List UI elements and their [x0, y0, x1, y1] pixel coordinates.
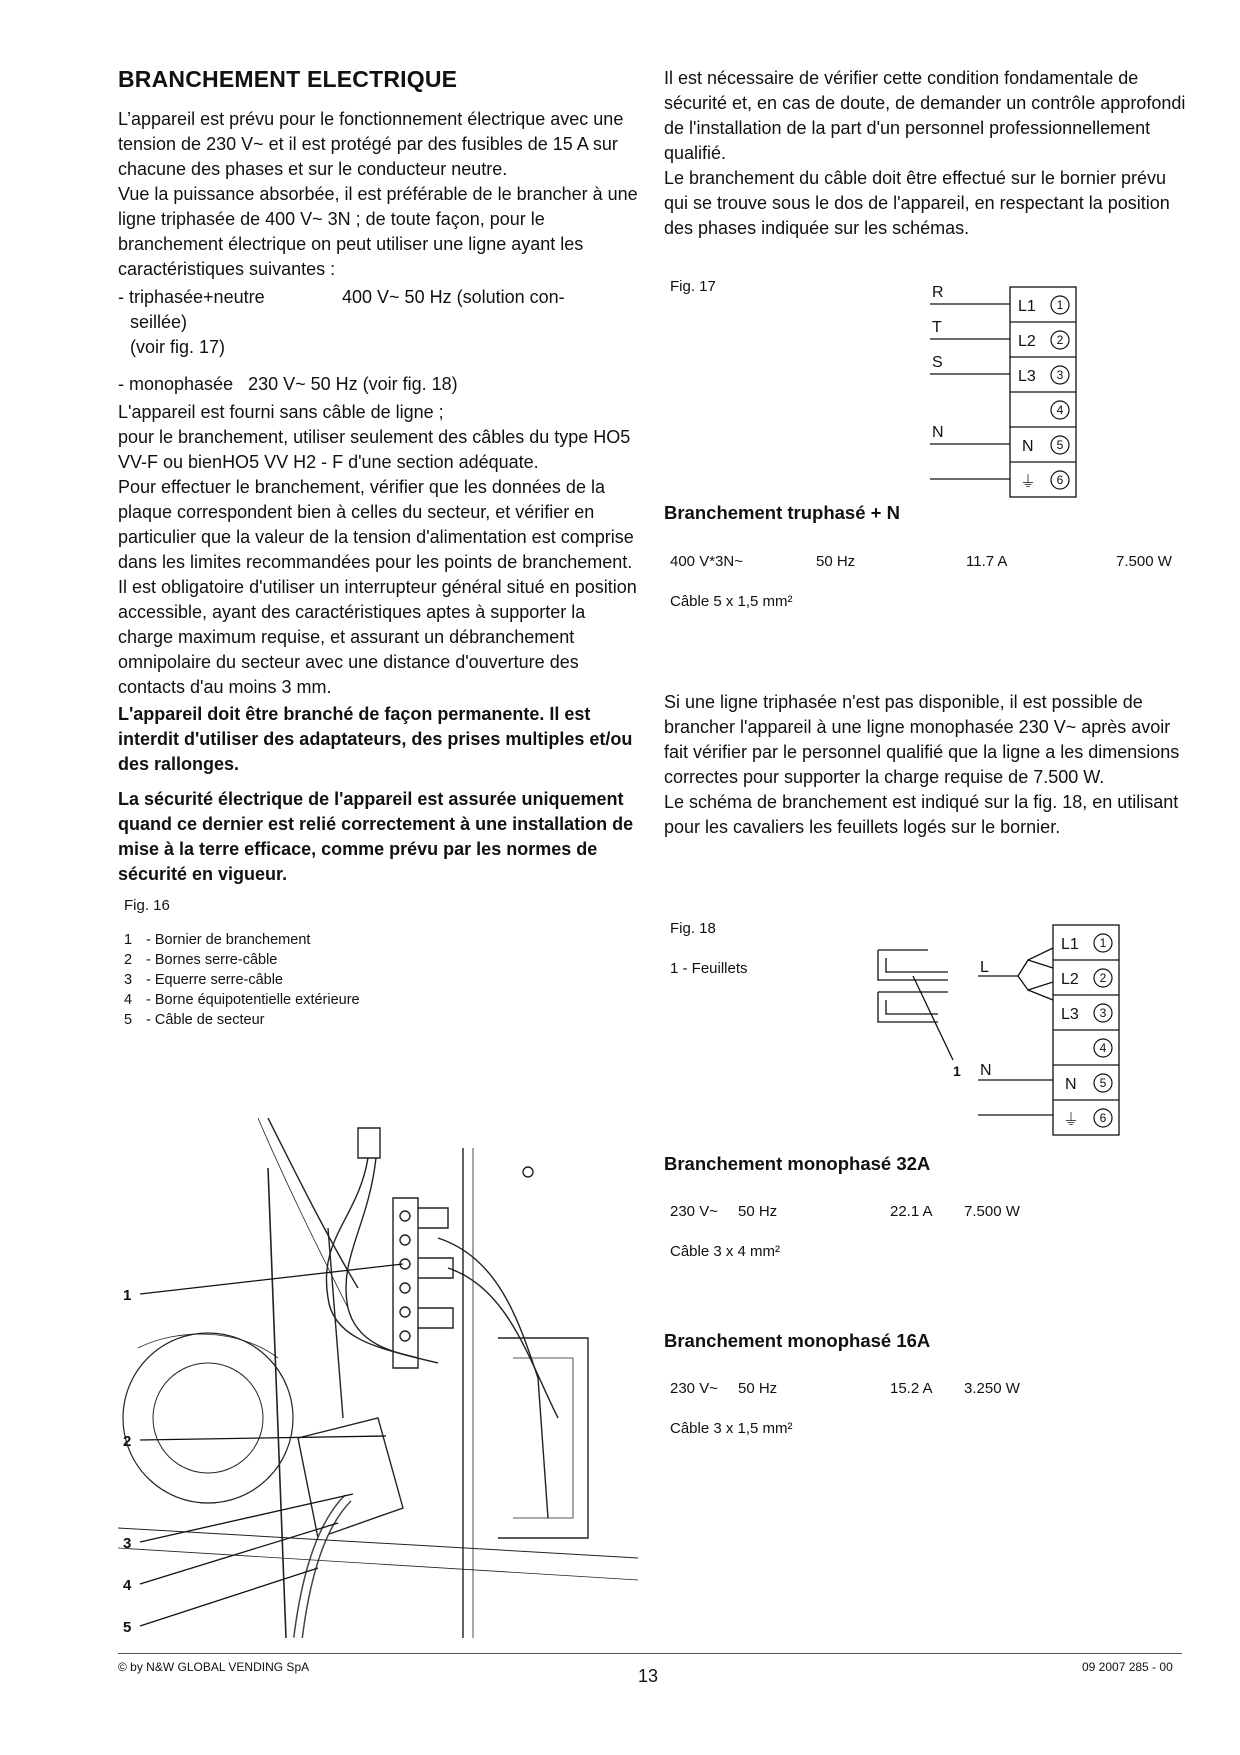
list-item: - monophasée 230 V~ 50 Hz (voir fig. 18) — [118, 374, 458, 394]
fig16-legend — [124, 930, 638, 1030]
terminal-label: L3 — [1018, 368, 1036, 385]
paragraph: Il est nécessaire de vérifier cette condition fondamentale de sécurité et, en cas de doute, de demander un contrôle approfondi de l'installation de la part d'un personnel professionnellement qualifié. — [664, 68, 1186, 163]
svg-text:6: 6 — [1099, 1111, 1107, 1125]
ground-icon: ⏚ — [1063, 1112, 1080, 1129]
wire-label: T — [932, 319, 942, 336]
right-column — [664, 66, 1194, 241]
legend-item: 3 - Equerre serre-câble — [124, 972, 283, 988]
terminal-label: L1 — [1018, 298, 1036, 315]
callout-2: 2 — [123, 1433, 132, 1450]
svg-text:5: 5 — [1099, 1076, 1107, 1090]
callout-5: 5 — [123, 1619, 132, 1636]
paragraph: Le schéma de branchement est indiqué sur la fig. 18, en utilisant pour les cavaliers les feuillets logés sur le bornier. — [664, 792, 1179, 837]
fig18-legend: 1 - Feuillets — [670, 960, 748, 977]
list-item: - triphasée+neutre 400 V~ 50 Hz (solution con- seillée) (voir fig. 17) — [118, 287, 565, 357]
wire-label: N — [932, 424, 944, 441]
legend-item: 5 - Câble de secteur — [124, 1012, 265, 1028]
svg-text:2: 2 — [1056, 333, 1064, 347]
terminal-label: L3 — [1061, 1006, 1079, 1023]
section-heading: Branchement monophasé 16A — [664, 1330, 931, 1351]
fig17-caption: Fig. 17 — [670, 278, 716, 295]
paragraph: Pour effectuer le branchement, vérifier que les données de la plaque correspondent bien à celles du secteur, et vérifier en particulier que la valeur de la tension d'alimentation est comprise dans les limites recommandées pour les points de branchement. — [118, 477, 634, 572]
callout-1: 1 — [953, 1063, 961, 1079]
paragraph: L’appareil est prévu pour le fonctionnement électrique avec une tension de 230 V~ et il est protégé par des fusibles de 15 A sur chacune des phases et sur le conducteur neutre. — [118, 109, 624, 179]
callout-3: 3 — [123, 1535, 132, 1552]
footer-docnum: 09 2007 285 - 00 — [1082, 1660, 1173, 1674]
paragraph: Il est obligatoire d'utiliser un interrupteur général situé en position accessible, ayant des caractéristiques aptes à supporter la charge maximum requise, et assurant un débranchement omnipolaire du secteur avec une distance d'ouverture des contacts d'au moins 3 mm. — [118, 577, 637, 697]
paragraph: Si une ligne triphasée n'est pas disponible, il est possible de brancher l'appareil à une ligne monophasée 230 V~ après avoir fait vérifier par le personnel qualifié que la ligne a les dimensions correctes pour supporter la charge requise de 7.500 W. — [664, 692, 1180, 787]
svg-text:5: 5 — [1056, 438, 1064, 452]
fig18-caption: Fig. 18 — [670, 920, 716, 937]
terminal-label: L2 — [1018, 333, 1036, 350]
footer-rule — [118, 1653, 1182, 1654]
callout-4: 4 — [123, 1577, 132, 1594]
fig16-caption: Fig. 16 — [124, 897, 170, 914]
paragraph: Le branchement du câble doit être effectué sur le bornier prévu qui se trouve sous le dos de l'appareil, en respectant la position des phases indiquée sur les schémas. — [664, 168, 1170, 238]
warning-text: L'appareil doit être branché de façon permanente. Il est interdit d'utiliser des adaptateurs, des prises multiples et/ou des rallonges. — [118, 704, 633, 774]
callout-1: 1 — [123, 1287, 132, 1304]
paragraph: L'appareil est fourni sans câble de ligne ; — [118, 402, 444, 422]
svg-text:1: 1 — [1056, 298, 1064, 312]
fig18-schematic — [868, 920, 1133, 1145]
ground-icon: ⏚ — [1020, 474, 1037, 491]
legend-item: 2 - Bornes serre-câble — [124, 952, 278, 968]
wire-label: N — [980, 1062, 992, 1079]
paragraph: Vue la puissance absorbée, il est préférable de le brancher à une ligne triphasée de 400 V~ 3N ; de toute façon, pour le branchement électrique on peut utiliser une ligne ayant les caractéristiques suivantes : — [118, 184, 638, 279]
page-title: BRANCHEMENT ELECTRIQUE — [118, 66, 458, 92]
svg-text:6: 6 — [1056, 473, 1064, 487]
page-number: 13 — [638, 1666, 659, 1686]
svg-text:4: 4 — [1056, 403, 1064, 417]
terminal-label: L2 — [1061, 971, 1079, 988]
section-heading: Branchement monophasé 32A — [664, 1153, 931, 1174]
fig16-illustration — [118, 1118, 638, 1638]
svg-text:3: 3 — [1056, 368, 1064, 382]
wire-label: S — [932, 354, 943, 371]
svg-text:3: 3 — [1099, 1006, 1107, 1020]
legend-item: 1 - Bornier de branchement — [124, 932, 311, 948]
cable-spec: Câble 3 x 4 mm² — [670, 1243, 781, 1260]
paragraph: pour le branchement, utiliser seulement des câbles du type HO5 VV-F ou bienHO5 VV H2 - F d'une section adéquate. — [118, 427, 631, 472]
svg-text:2: 2 — [1099, 971, 1107, 985]
cable-spec: Câble 3 x 1,5 mm² — [670, 1420, 793, 1437]
warning-text: La sécurité électrique de l'appareil est assurée uniquement quand ce dernier est relié correctement à une installation de mise à la terre efficace, comme prévu par les normes de sécurité en vigueur. — [118, 789, 634, 884]
right-column-2 — [664, 690, 1194, 840]
section-heading: Branchement truphasé + N — [664, 502, 900, 523]
fig17-schematic — [920, 275, 1080, 500]
terminal-label: N — [1022, 438, 1034, 455]
svg-text:4: 4 — [1099, 1041, 1107, 1055]
terminal-label: L1 — [1061, 936, 1079, 953]
svg-text:1: 1 — [1099, 936, 1107, 950]
wire-label: R — [932, 284, 944, 301]
terminal-label: N — [1065, 1076, 1077, 1093]
wire-label: L — [980, 959, 989, 976]
left-column — [118, 66, 638, 1030]
cable-spec: Câble 5 x 1,5 mm² — [670, 593, 793, 610]
legend-item: 4 - Borne équipotentielle extérieure — [124, 992, 360, 1008]
footer-copyright: © by N&W GLOBAL VENDING SpA — [118, 1660, 310, 1674]
